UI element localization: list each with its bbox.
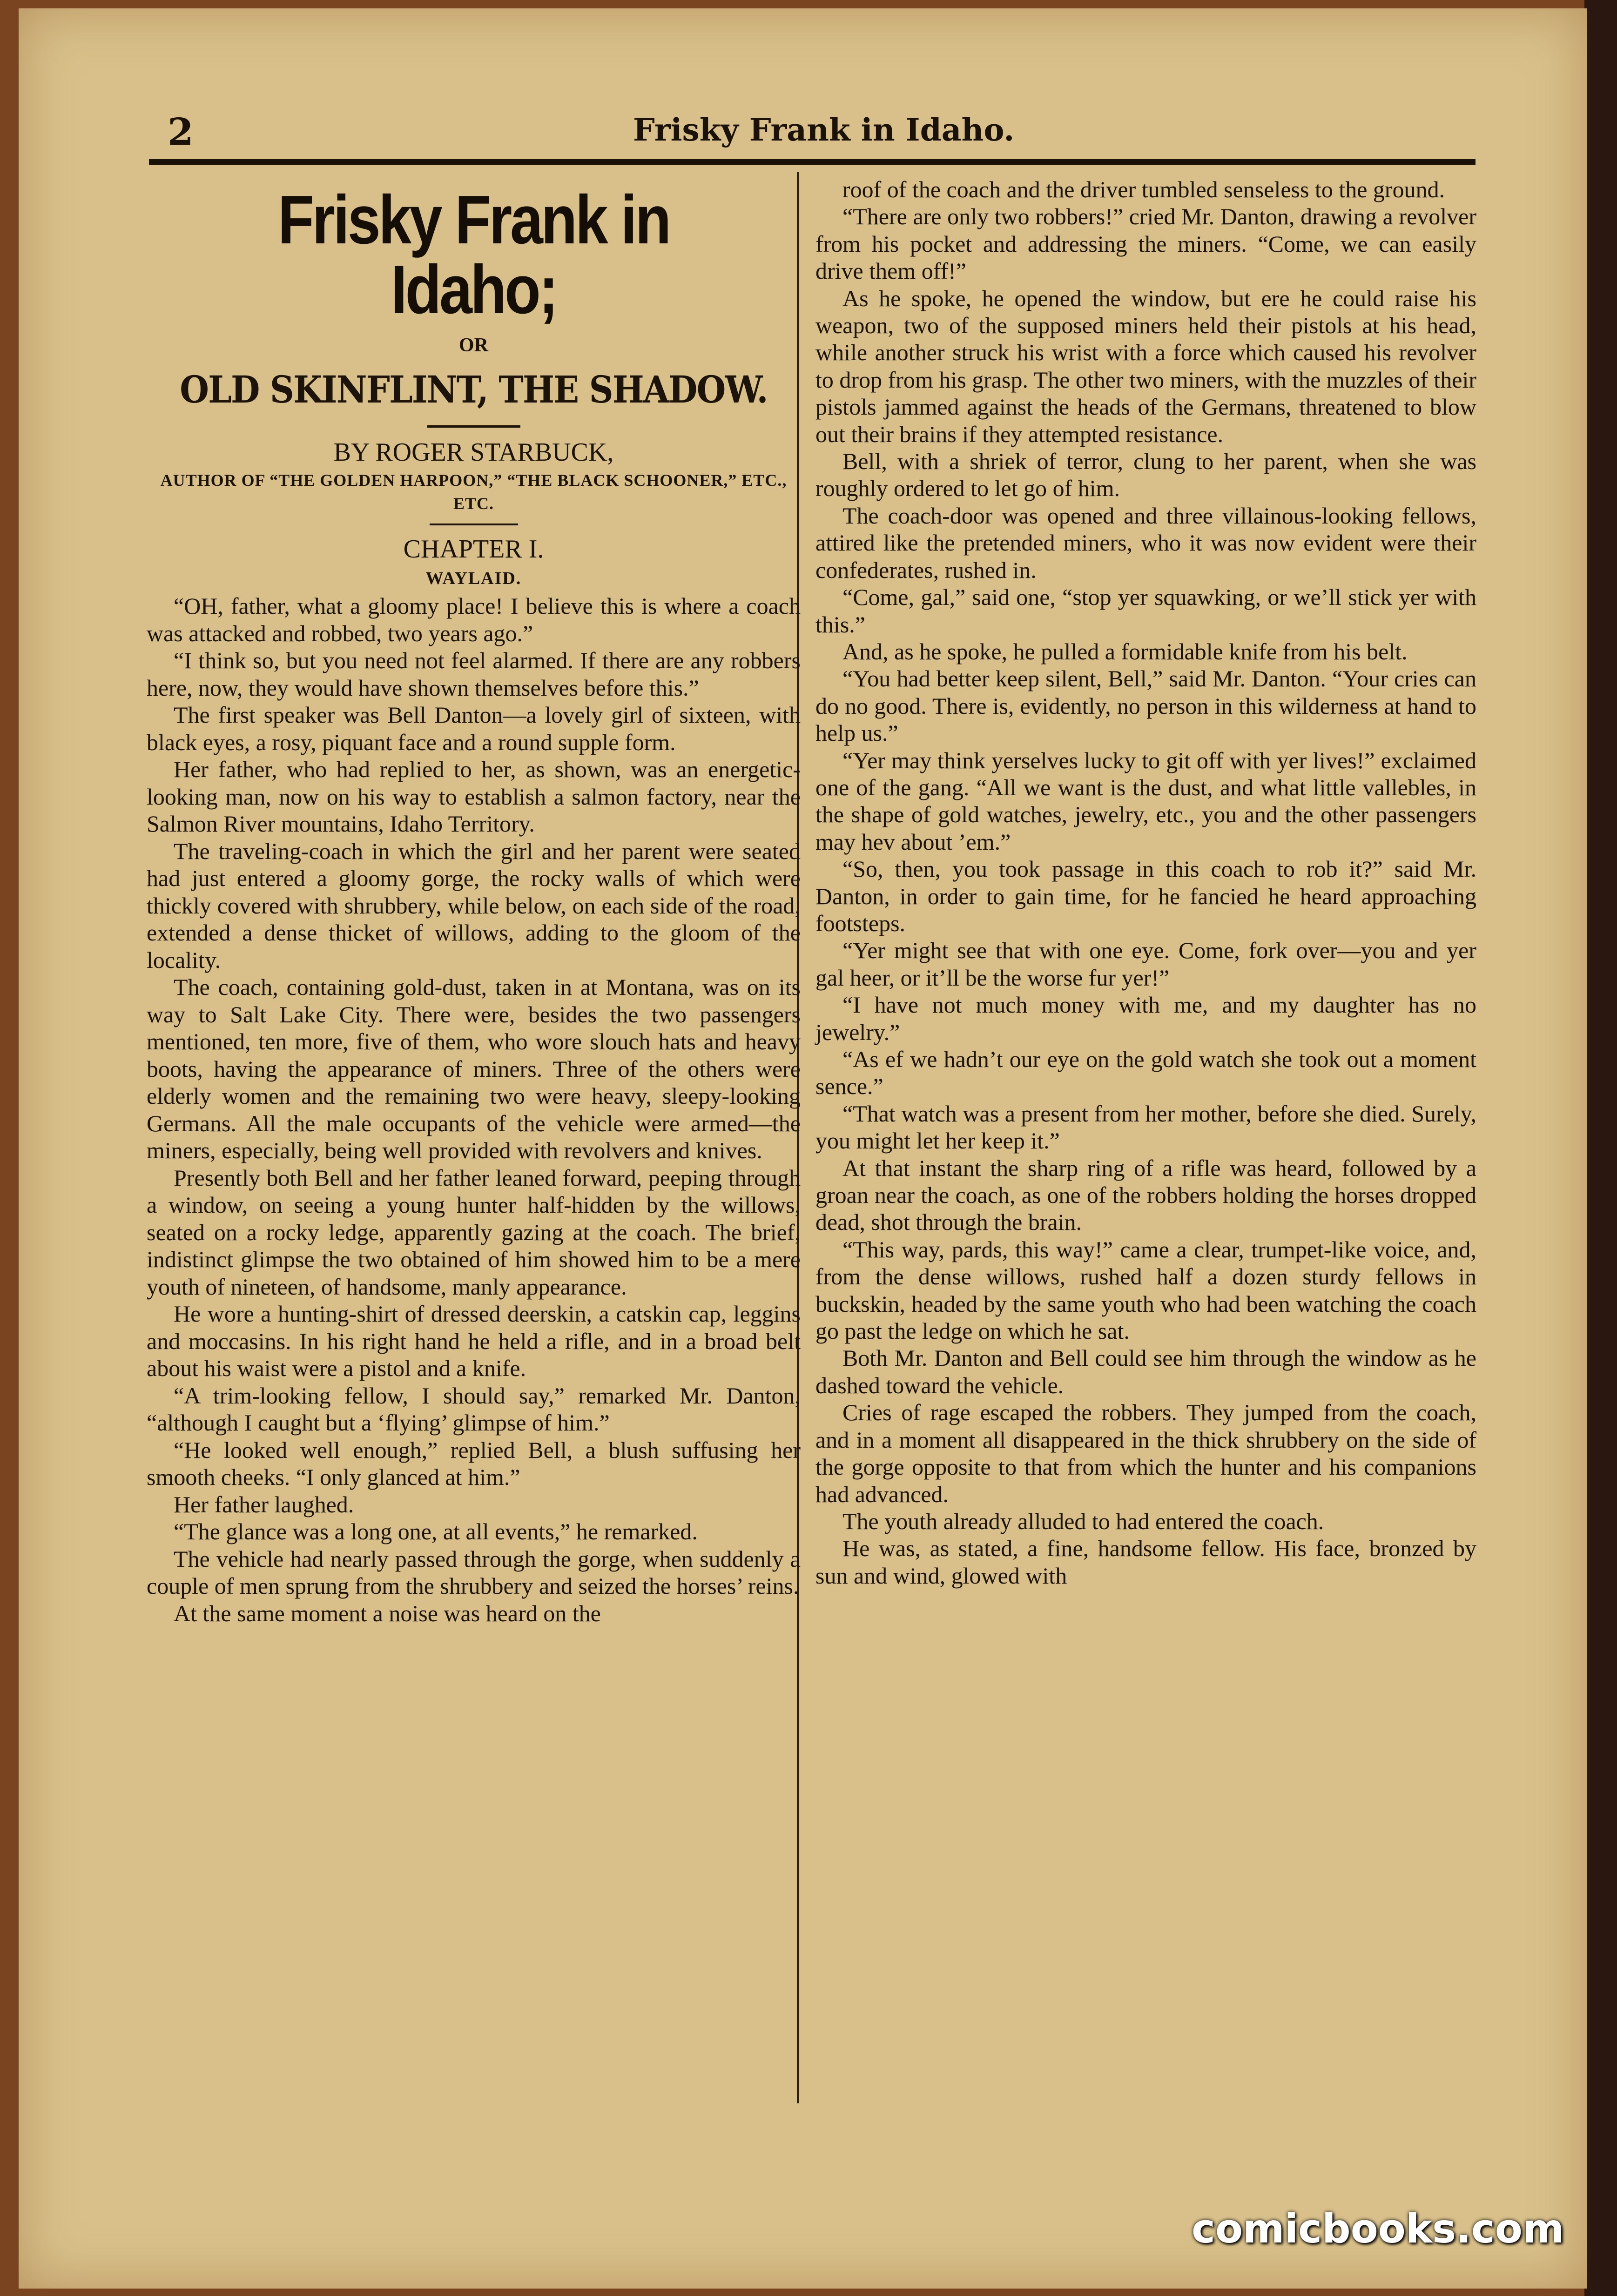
paragraph: The coach, containing gold-dust, taken in at Montana, was on its way to Salt Lake City. There were, besides the two passengers mentioned, ten more, five of them, who wore slouch hats and heavy boots, having the appearance of miners. Three of the others were elderly women and the remaining two were heavy, sleepy-looking Germans. All the male occupants of the vehicle were armed—the miners, especially, being well provided with revolvers and knives. — [147, 974, 801, 1163]
paragraph: The youth already alluded to had entered the coach. — [842, 1508, 1324, 1534]
page-number: 2 — [168, 110, 194, 154]
paragraph: “This way, pards, this way!” came a clear, trumpet-like voice, and, from the dense willows, rushed half a dozen sturdy fellows in buckskin, headed by the same youth who had been watching the coach go past the ledge on which he sat. — [815, 1236, 1476, 1344]
paragraph: “He looked well enough,” replied Bell, a blush suffusing her smooth cheeks. “I only glanced at him.” — [147, 1437, 801, 1490]
paragraph: At the same moment a noise was heard on the — [174, 1600, 601, 1626]
paragraph: “I think so, but you need not feel alarmed. If there are any robbers here, now, they would have shown themselves before this.” — [147, 647, 801, 701]
paragraph: “Come, gal,” said one, “stop yer squawking, or we’ll stick yer with this.” — [815, 584, 1476, 638]
paragraph: The first speaker was Bell Danton—a lovely girl of sixteen, with black eyes, a rosy, piquant face and a round supple form. — [147, 702, 801, 755]
chapter-heading: CHAPTER I. — [403, 535, 544, 564]
binding-edge — [1584, 0, 1617, 2296]
paragraph: Presently both Bell and her father leaned forward, peeping through a window, on seeing a young hunter half-hidden by the willows, seated on a rocky ledge, apparently gazing at the coach. The brief, indistinct glimpse the two obtained of him showed him to be a mere youth of nineteen, of handsome, manly appearance. — [147, 1164, 801, 1300]
title-rule — [427, 425, 520, 428]
story-title: Frisky Frank in Idaho; — [278, 181, 669, 328]
paragraph: At that instant the sharp ring of a rifle was heard, followed by a groan near the coach, as one of the robbers holding the horses dropped dead, shot through the brain. — [815, 1155, 1476, 1235]
paragraph: “So, then, you took passage in this coach to rob it?” said Mr. Danton, in order to gain time, for he fancied he heard approaching footsteps. — [815, 856, 1476, 936]
watermark: comicbooks.com — [1192, 2206, 1564, 2252]
story-subtitle: OLD SKINFLINT, THE SHADOW. — [180, 368, 768, 411]
byline: BY ROGER STARBUCK, — [333, 438, 614, 467]
paragraph: The vehicle had nearly passed through the gorge, when suddenly a couple of men sprung from the shrubbery and seized the horses’ reins. — [147, 1545, 801, 1599]
running-head — [168, 110, 1494, 161]
paragraph: Both Mr. Danton and Bell could see him through the window as he dashed toward the vehicle. — [815, 1345, 1476, 1398]
paragraph: Her father laughed. — [174, 1491, 354, 1517]
paragraph: “You had better keep silent, Bell,” said Mr. Danton. “Your cries can do no good. There is, evidently, no person in this wilderness at hand to help us.” — [815, 665, 1476, 746]
paragraph: The coach-door was opened and three villainous-looking fellows, attired like the pretended miners, who it was now evident were their confederates, rushed in. — [815, 502, 1476, 583]
running-title: Frisky Frank in Idaho. — [633, 112, 1015, 148]
paragraph: Bell, with a shriek of terror, clung to her parent, when she was roughly ordered to let go of him. — [815, 448, 1476, 502]
paragraph: “The glance was a long one, at all events,” he remarked. — [174, 1518, 698, 1544]
paragraph: He wore a hunting-shirt of dressed deerskin, a catskin cap, leggins and moccasins. In his right hand he held a rifle, and in a broad belt about his waist were a pistol and a knife. — [147, 1301, 801, 1381]
right-column — [815, 176, 1476, 1589]
paragraph: roof of the coach and the driver tumbled senseless to the ground. — [842, 176, 1445, 202]
right-column-text — [815, 176, 1476, 1589]
paragraph: “That watch was a present from her mother, before she died. Surely, you might let her keep it.” — [815, 1100, 1476, 1154]
paragraph: “OH, father, what a gloomy place! I believe this is where a coach was attacked and robbed, two years ago.” — [147, 593, 801, 646]
author-credit: AUTHOR OF “THE GOLDEN HARPOON,” “THE BLACK SCHOONER,” ETC., ETC. — [160, 471, 787, 513]
title-or: OR — [459, 335, 488, 356]
paragraph: Her father, who had replied to her, as shown, was an energetic-looking man, now on his way to establish a salmon factory, near the Salmon River mountains, Idaho Territory. — [147, 756, 801, 837]
left-column — [147, 177, 801, 1627]
paragraph: “I have not much money with me, and my daughter has no jewelry.” — [815, 992, 1476, 1045]
header-rule — [149, 159, 1476, 165]
paragraph: And, as he spoke, he pulled a formidable knife from his belt. — [842, 638, 1408, 665]
paragraph: “There are only two robbers!” cried Mr. Danton, drawing a revolver from his pocket and addressing the miners. “Come, we can easily drive them off!” — [815, 203, 1476, 284]
paragraph: He was, as stated, a fine, handsome fellow. His face, bronzed by sun and wind, glowed with — [815, 1535, 1476, 1589]
paragraph: As he spoke, he opened the window, but ere he could raise his weapon, two of the supposed miners held their pistols at his head, while another struck his wrist with a force which caused his revolver to drop from his grasp. The other two miners, with the muzzles of their pistols jammed against the heads of the Germans, threatened to blow out their brains if they attempted resistance. — [815, 285, 1476, 447]
paragraph: “Yer may think yerselves lucky to git off with yer lives!” exclaimed one of the gang. “All we want is the dust, and what little vallebles, in the shape of gold watches, jewelry, etc., you and the other passengers may hev about ’em.” — [815, 747, 1476, 855]
paragraph: “Yer might see that with one eye. Come, fork over—you and yer gal heer, or it’ll be the worse fur yer!” — [815, 937, 1476, 991]
chapter-title: WAYLAID. — [425, 569, 522, 588]
paragraph: The traveling-coach in which the girl and her parent were seated had just entered a gloomy gorge, the rocky walls of which were thickly covered with shrubbery, while below, on each side of the road, extended a dense thicket of willows, adding to the gloom of the locality. — [147, 838, 801, 973]
paragraph: Cries of rage escaped the robbers. They jumped from the coach, and in a moment all disappeared in the thick shrubbery on the side of the gorge opposite to that from which the hunter and his companions had advanced. — [815, 1399, 1476, 1507]
byline-rule — [430, 524, 518, 525]
left-column-text — [147, 592, 801, 1627]
paragraph: “As ef we hadn’t our eye on the gold watch she took out a moment sence.” — [815, 1046, 1476, 1100]
paragraph: “A trim-looking fellow, I should say,” remarked Mr. Danton, “although I caught but a ‘flying’ glimpse of him.” — [147, 1382, 801, 1436]
